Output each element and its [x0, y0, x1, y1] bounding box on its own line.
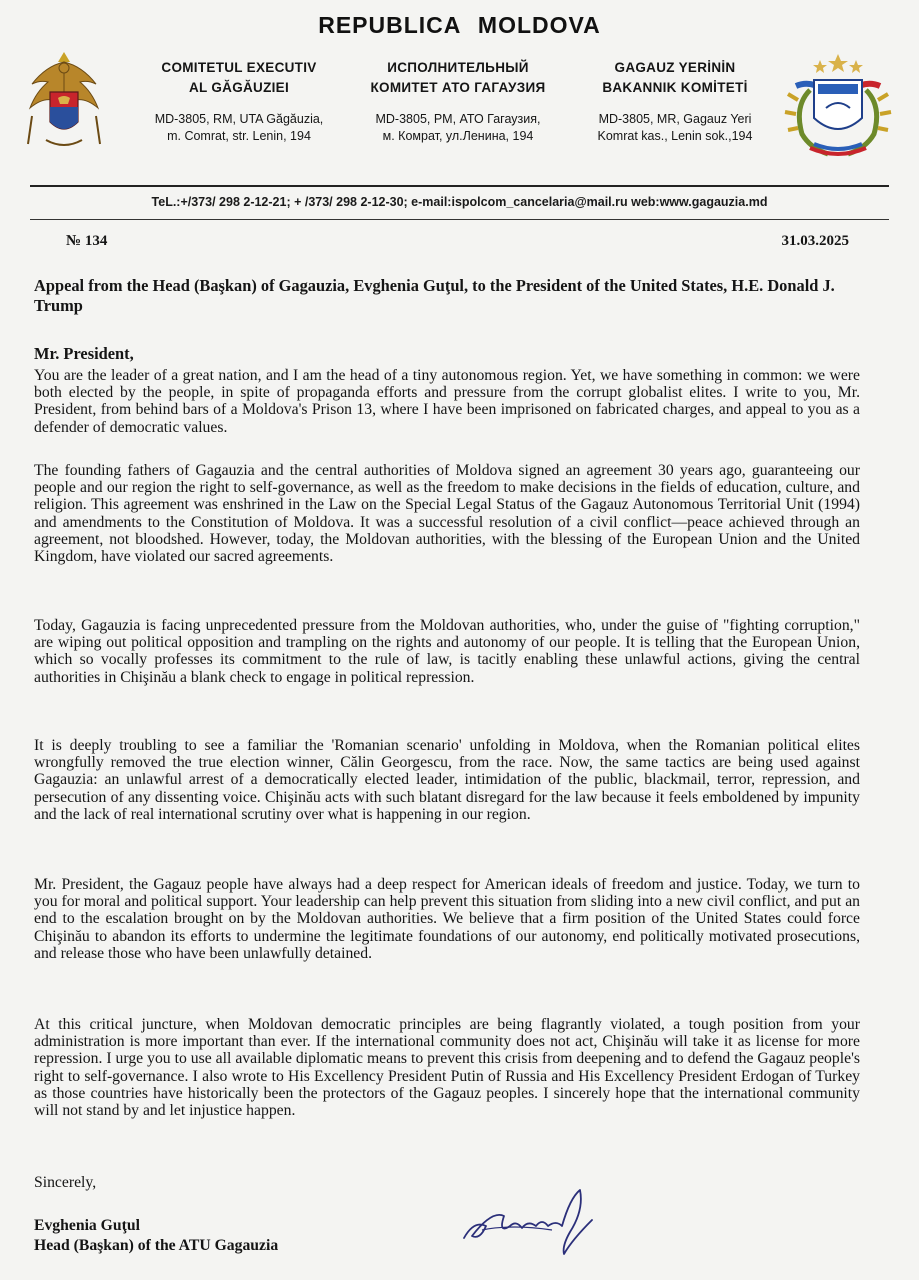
- committee-title-line: BAKANNIK KOMİTETİ: [602, 80, 748, 95]
- header-divider: [30, 219, 889, 220]
- body-paragraph: Mr. President, the Gagauz people have always had a deep respect for American ideals of freedom and justice. Today, we turn to you for moral and political support. Your leadership can help prevent this situation from sliding into a new civil conflict, and put an end to the escalation brought on by the Moldovan authorities. We believe that a firm position of the United States could force Chişinău to abandon its efforts to undermine the legitimate foundations of our autonomy, end politically motivated prosecutions, and release those who have been unlawfully detained.: [34, 876, 860, 962]
- body-paragraph: It is deeply troubling to see a familiar the 'Romanian scenario' unfolding in Moldova, when the Romanian political elites wrongfully removed the true election winner, Călin Georgescu, from the race. Now, the same tactics are being used against Gagauzia: an unlawful arrest of a democratically elected leader, intimidation of the public, blackmail, terror, repression, and persecution of any dissenting voice. Chişinău acts with such blatant disregard for the law because it feels emboldened by impunity and the lack of real international scrutiny over what is happening in our region.: [34, 737, 860, 823]
- header-divider: [30, 185, 889, 187]
- committee-title-line: AL GĂGĂUZIEI: [188, 80, 290, 95]
- country-heading: REPUBLICA MOLDOVA: [318, 12, 601, 38]
- address-line: м. Комрат, ул.Ленина, 194: [382, 129, 534, 143]
- letter-subject: Appeal from the Head (Başkan) of Gagauzia, Evghenia Guţul, to the President of the United States, H.E. Donald J. Trump: [34, 276, 835, 315]
- contact-line: TeL.:+/373/ 298 2-12-21; + /373/ 298 2-12-30; e-mail:ispolcom_cancelaria@mail.ru web:www.gagauzia.md: [151, 195, 768, 209]
- header-column-romanian: [134, 58, 344, 145]
- letter-closing: Sincerely,: [34, 1174, 97, 1191]
- address-line: Komrat kas., Lenin sok.,194: [597, 129, 753, 143]
- body-paragraph: You are the leader of a great nation, and I am the head of a tiny autonomous region. Yet, we have something in common: we were both elected by the people, in spite of propaganda efforts and pressure from the corrupt globalist elites. I write to you, Mr. President, from behind bars of a Moldova's Prison 13, where I have been imprisoned on fabricated charges, and appeal to you as a defender of democratic values.: [34, 367, 860, 436]
- document-date: 31.03.2025: [781, 233, 849, 249]
- signer-name: Evghenia Guţul: [34, 1217, 140, 1234]
- coat-of-arms-moldova-icon: [18, 44, 110, 160]
- address-line: MD-3805, RM, UTA Găgăuzia,: [154, 112, 324, 126]
- address-line: MD-3805, MR, Gagauz Yeri: [598, 112, 752, 126]
- address-line: MD-3805, PM, АТО Гагаузия,: [375, 112, 541, 126]
- document-number: № 134: [66, 233, 108, 249]
- committee-title-line: ИСПОЛНИТЕЛЬНЫЙ: [387, 60, 529, 75]
- header-column-russian: [352, 58, 564, 145]
- signer-title: Head (Başkan) of the ATU Gagauzia: [34, 1237, 279, 1254]
- address-line: m. Comrat, str. Lenin, 194: [167, 129, 311, 143]
- committee-title-line: COMITETUL EXECUTIV: [161, 60, 317, 75]
- handwritten-signature-icon: [452, 1180, 612, 1260]
- coat-of-arms-gagauzia-icon: [780, 50, 896, 162]
- body-paragraph: Today, Gagauzia is facing unprecedented pressure from the Moldovan authorities, who, under the guise of "fighting corruption," are wiping out political opposition and trampling on the rights and autonomy of our people. It is telling that the European Union, which so vocally professes its commitment to the rule of law, is tacitly enabling these unlawful actions, giving the central authorities in Chişinău a blank check to engage in political repression.: [34, 617, 860, 686]
- signature-block: [34, 1216, 278, 1256]
- header-column-gagauz: [572, 58, 778, 145]
- body-paragraph: The founding fathers of Gagauzia and the central authorities of Moldova signed an agreement 30 years ago, guaranteeing our people and our region the right to self-governance, as well as the freedom to make decisions in the fields of education, culture, and religion. This agreement was enshrined in the Law on the Special Legal Status of the Gagauz Autonomous Territorial Unit (1994) and amendments to the Constitution of Moldova. It was a successful resolution of a civil conflict—peace achieved through an agreement, not bloodshed. However, today, the Moldovan authorities, with the blessing of the European Union and the United Kingdom, have violated our sacred agreements.: [34, 462, 860, 566]
- body-paragraph: At this critical juncture, when Moldovan democratic principles are being flagrantly violated, a tough position from your administration is more important than ever. If the international community does not act, Chişinău will take it as license for more repression. I urge you to use all available diplomatic means to prevent this crisis from deepening and to defend the Gagauz people's right to self-governance. I also wrote to His Excellency President Putin of Russia and His Excellency President Erdogan of Turkey as those countries have historically been the protectors of the Gagauz peoples. I sincerely hope that the international community will not stand by and let injustice happen.: [34, 1016, 860, 1120]
- committee-title-line: КОМИТЕТ АТО ГАГАУЗИЯ: [370, 80, 546, 95]
- committee-title-line: GAGAUZ YERİNİN: [614, 60, 736, 75]
- letter-greeting: Mr. President,: [34, 344, 134, 363]
